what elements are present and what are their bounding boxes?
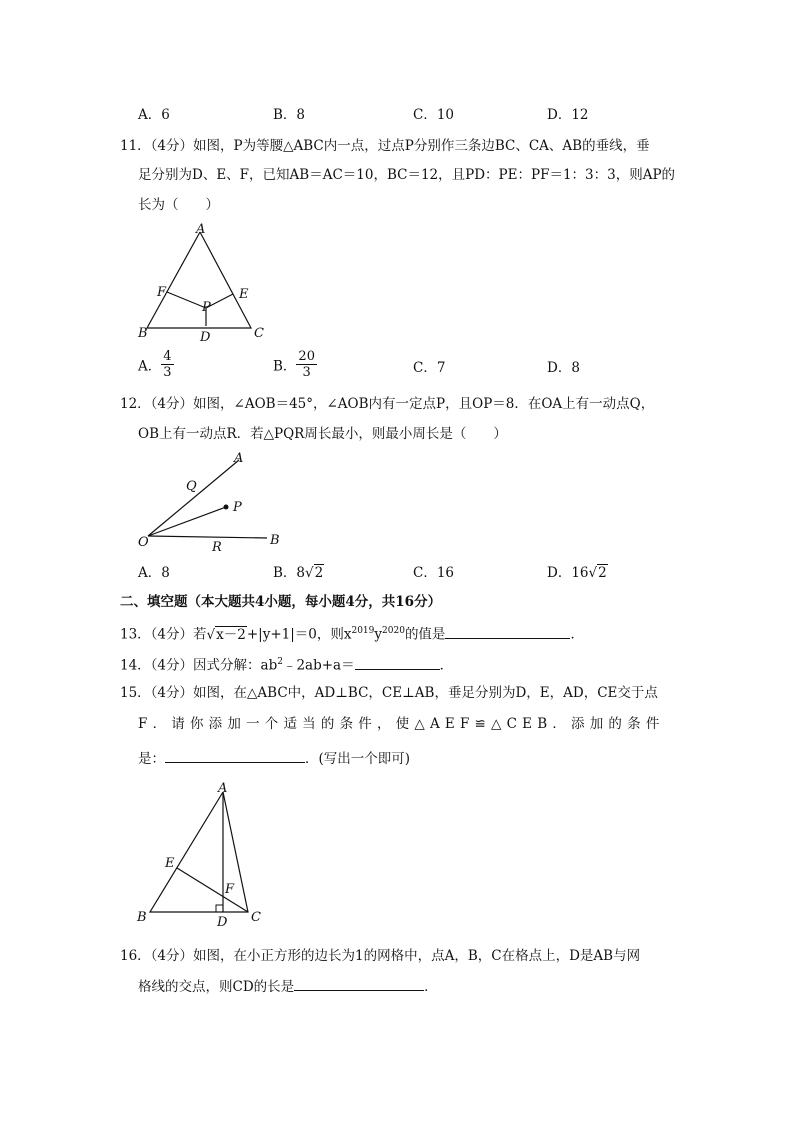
q12-option-b: B．8√2 xyxy=(273,565,324,581)
q13-text: 13．（4分）若√x－2+|y+1|＝0，则$x^{2019}y^{2020}$的值是 ． xyxy=(120,621,584,645)
q10-option-c: C．10 xyxy=(413,107,455,123)
q12-option-a: A．8 xyxy=(138,565,170,581)
q12-text-line2: OB上有一动点R．若△PQR周长最小，则最小周长是（ ） xyxy=(138,426,507,442)
q12-label-r: R xyxy=(212,540,222,553)
q11-text-line1: 11．（4分）如图，P为等腰△ABC内一点，过点P分别作三条边BC、CA、AB的垂线，垂 xyxy=(120,138,650,154)
q11-label-b: B xyxy=(138,326,148,341)
q11-label-p: P xyxy=(202,300,211,315)
section-2-title: 二、填空题（本大题共4小题，每小题4分，共16分） xyxy=(120,594,442,610)
q11-text-line2: 足分别为D、E、F，已知AB＝AC＝10，BC＝12，且PD：PE：PF＝1：3：3，则AP的 xyxy=(138,167,676,183)
q16-text-line2: 格线的交点，则CD的长是 ． xyxy=(138,975,438,997)
q16-text-line1: 16．（4分）如图，在小正方形的边长为1的网格中，点A，B，C在格点上，D是AB与网 xyxy=(120,948,641,964)
q12-label-q: Q xyxy=(186,479,197,494)
q11-label-e: E xyxy=(239,287,249,302)
q12-label-o: O xyxy=(138,535,149,550)
q11-option-b: B． $\frac{20}{3}$ xyxy=(273,349,315,380)
q15-text-line2: F．请你添加一个适当的条件，使△AEF≌△CEB．添加的条件 xyxy=(138,716,665,732)
q15-text-line3: 是： ．(写出一个即可) xyxy=(138,747,410,769)
q11-option-c: C．7 xyxy=(413,360,446,376)
q11-label-a: A xyxy=(196,222,206,237)
q11-label-c: C xyxy=(254,326,264,341)
q11-option-d: D．8 xyxy=(547,360,580,376)
q14-answer-blank[interactable] xyxy=(355,654,440,670)
q10-option-a: A．6 xyxy=(138,107,170,123)
q15-label-b: B xyxy=(137,910,147,925)
q14-text: 14．（4分）因式分解：$ab^2﹣2ab+a=$ ． xyxy=(120,652,453,676)
q10-option-d: D．12 xyxy=(547,107,589,123)
q15-text-line1: 15．（4分）如图，在△ABC中，AD⊥BC，CE⊥AB，垂足分别为D，E，AD，CE交于点 xyxy=(120,685,658,701)
q12-option-d: D．16√2 xyxy=(547,565,607,581)
q15-label-c: C xyxy=(251,910,261,925)
q13-answer-blank[interactable] xyxy=(445,623,570,639)
q15-triangle-figure xyxy=(130,778,280,928)
q12-label-b: B xyxy=(270,533,280,548)
q11-label-d: D xyxy=(200,330,211,345)
q10-option-b: B．8 xyxy=(273,107,306,123)
q11-text-line3: 长为（ ） xyxy=(138,197,219,213)
q12-option-c: C．16 xyxy=(413,565,455,581)
q12-label-p: P xyxy=(233,500,242,515)
q15-label-f: F xyxy=(225,882,235,897)
q15-label-e: E xyxy=(165,856,175,871)
q15-label-a: A xyxy=(218,781,228,796)
q12-angle-figure xyxy=(130,448,290,553)
q15-label-d: D xyxy=(217,915,228,928)
q11-label-f: F xyxy=(157,285,167,300)
q15-answer-blank[interactable] xyxy=(165,747,305,763)
q16-answer-blank[interactable] xyxy=(294,975,424,991)
q12-label-a: A xyxy=(234,451,244,466)
q11-triangle-figure xyxy=(130,220,280,345)
q12-text-line1: 12．（4分）如图，∠AOB＝45°，∠AOB内有一定点P，且OP＝8．在OA上有一动点Q， xyxy=(120,396,655,412)
q11-option-a: A． $\frac{4}{3}$ xyxy=(138,349,172,380)
